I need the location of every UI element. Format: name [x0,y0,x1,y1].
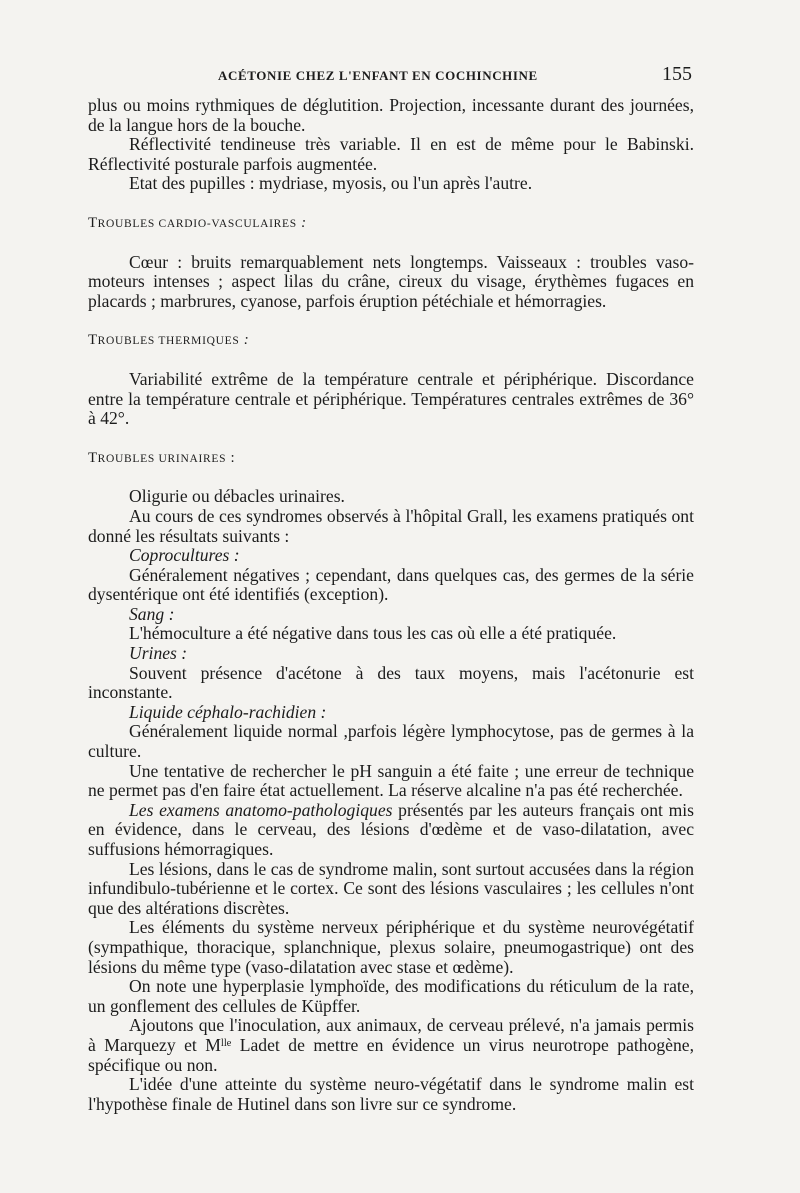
paragraph: Oligurie ou débacles urinaires. [129,486,345,507]
paragraph: L'idée d'une atteinte du système neuro-végétatif dans le syndrome malin est l'hypothèse finale de Hutinel dans son livre sur ce syndrome. [88,1074,694,1114]
paragraph: Souvent présence d'acétone à des taux moyens, mais l'acétonurie est inconstante. [88,662,694,703]
paragraph: Les examens anatomo-pathologiques présentés par les auteurs français ont mis en évidence, dans le cerveau, des lésions d'œdème et de vaso-dilatation, avec suffusions hémorragiques. [88,799,694,859]
paragraph: Variabilité extrême de la température centrale et périphérique. Discordance entre la température centrale et périphérique. Températures centrales extrêmes de 36° à 42°. [88,368,694,429]
subheading-urines: Urines : [129,643,188,664]
section-heading-thermal: TROUBLES THERMIQUES : [88,332,250,349]
paragraph: Au cours de ces syndromes observés à l'hôpital Grall, les examens pratiqués ont donné les résultats suivants : [88,505,694,546]
paragraph: L'hémoculture a été négative dans tous les cas où elle a été pratiquée. [129,623,617,644]
section-heading-cardio: TROUBLES CARDIO-VASCULAIRES : [88,214,307,231]
paragraph: On note une hyperplasie lymphoïde, des modifications du réticulum de la rate, un gonflement des cellules de Küpffer. [88,976,694,1016]
paragraph: Généralement liquide normal ,parfois légère lymphocytose, pas de germes à la culture. [88,721,694,762]
running-title: ACÉTONIE CHEZ L'ENFANT EN COCHINCHINE [218,68,538,83]
paragraph: Les lésions, dans le cas de syndrome malin, sont surtout accusées dans la région infundibulo-tubérienne et le cortex. Ce sont des lésions vasculaires ; les cellules n'ont que des altérations discrètes. [88,858,694,918]
body-text [88,96,694,1114]
paragraph: Généralement négatives ; cependant, dans quelques cas, des germes de la série dysentérique ont été identifiés (exception). [88,564,694,605]
paragraph: Etat des pupilles : mydriase, myosis, ou l'un après l'autre. [129,173,533,194]
paragraph: Les éléments du système nerveux périphérique et du système neurovégétatif (sympathique, thoracique, splanchnique, plexus solaire, pneumogastrique) ont des lésions du même type (vaso-dilatation avec stase et œdème). [88,917,694,977]
page-header [0,63,800,92]
paragraph: plus ou moins rythmiques de déglutition. Projection, incessante durant des journées, de la langue hors de la bouche. [88,95,694,135]
paragraph: Une tentative de rechercher le pH sanguin a été faite ; une erreur de technique ne permet pas d'en faire état actuellement. La réserve alcaline n'a pas été recherchée. [88,760,694,801]
subheading-coprocultures: Coprocultures : [129,545,240,566]
subheading-sang: Sang : [129,603,175,624]
section-heading-urinary: TROUBLES URINAIRES : [88,449,236,466]
page-number: 155 [662,63,692,85]
subheading-lcr: Liquide céphalo-rachidien : [129,701,327,722]
paragraph: Réflectivité tendineuse très variable. Il en est de même pour le Babinski. Réflectivité posturale parfois augmentée. [88,134,694,174]
paragraph: Cœur : bruits remarquablement nets longtemps. Vaisseaux : troubles vaso-moteurs intenses ; aspect lilas du crâne, cireux du visage, érythèmes fugaces en placards ; marbrures, cyanose, parfois éruption pétéchiale et hémorragies. [88,251,694,311]
paragraph: Ajoutons que l'inoculation, aux animaux, de cerveau prélevé, n'a jamais permis à Marquezy et Mˡˡᵉ Ladet de mettre en évidence un virus neurotrope pathogène, spécifique ou non. [88,1015,694,1075]
